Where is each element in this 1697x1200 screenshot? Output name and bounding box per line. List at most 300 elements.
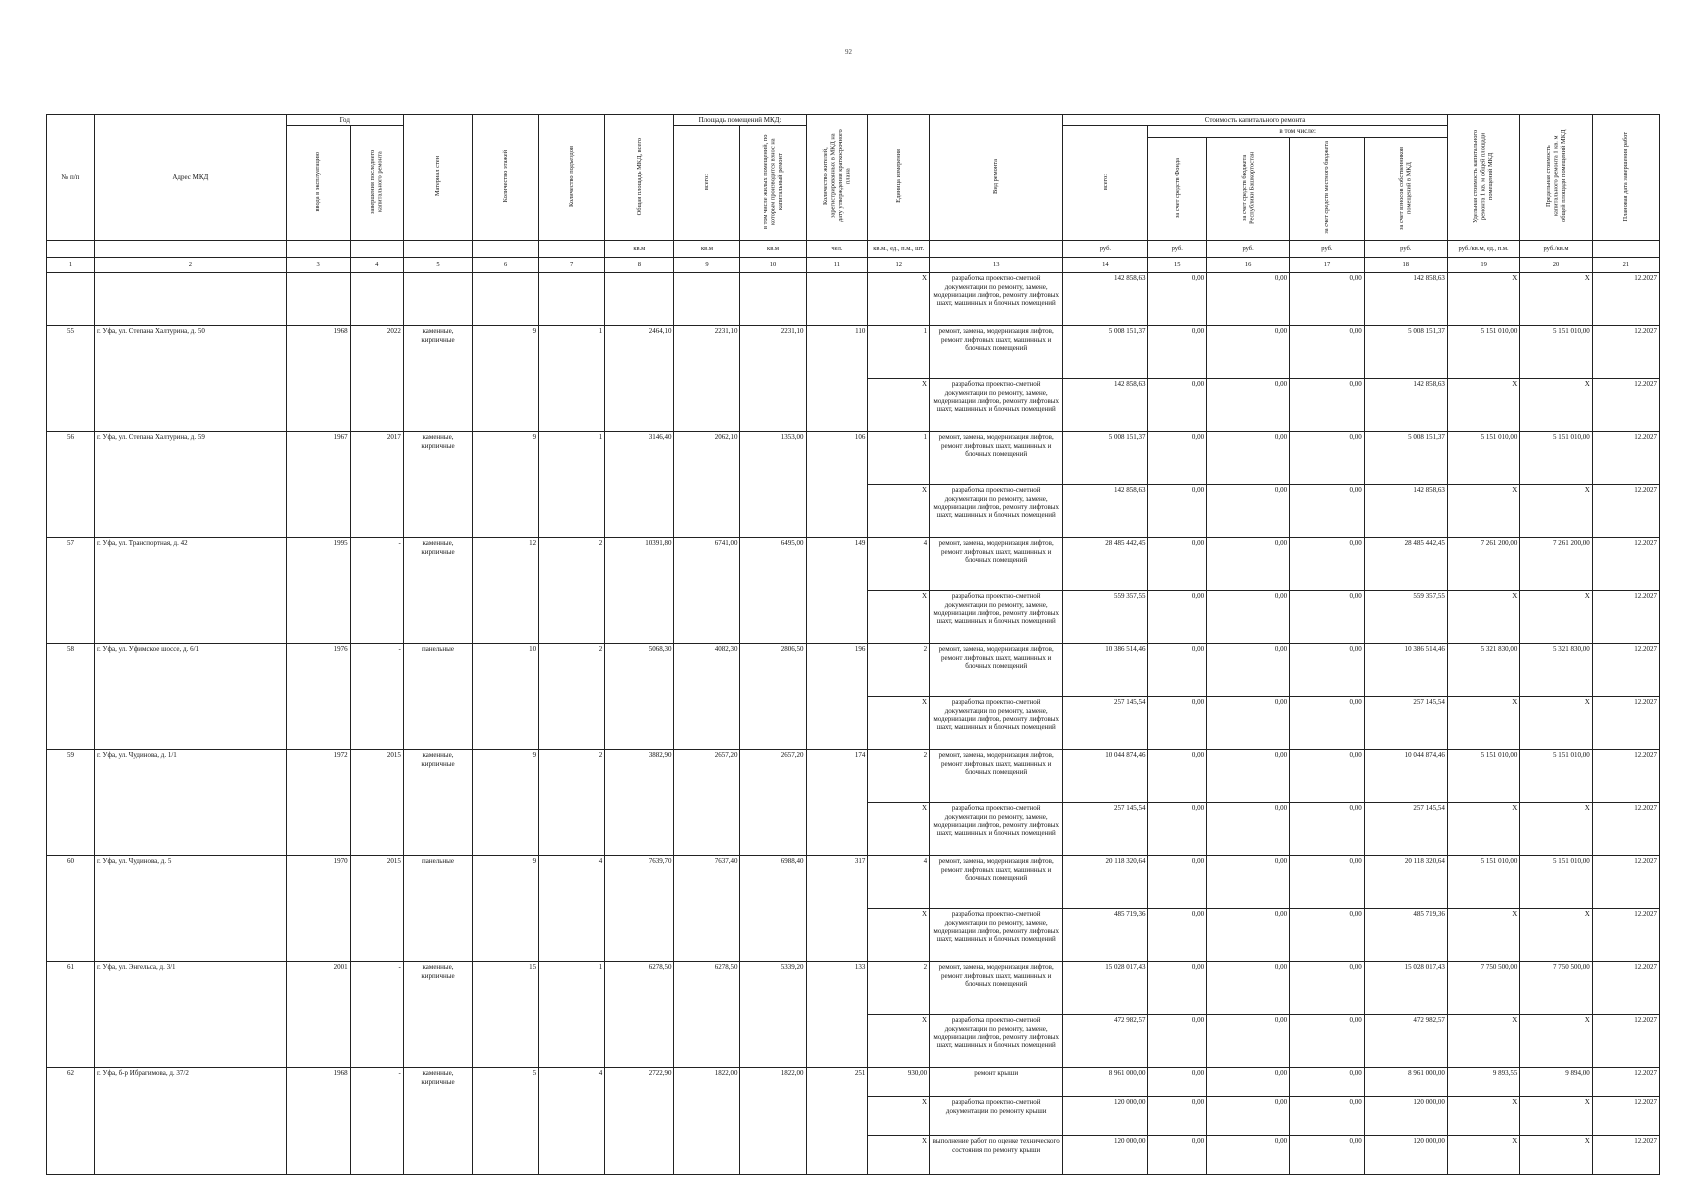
premises-total-cell: 6278,50	[674, 962, 740, 1068]
header-year-group: Год	[286, 115, 403, 126]
column-number-cell: 17	[1290, 258, 1365, 273]
max-cost-cell: 7 750 500,00	[1520, 962, 1592, 1015]
header-cost-total: всего:	[1063, 126, 1148, 241]
residents-cell: 110	[806, 326, 868, 432]
year-built-cell: 1976	[286, 644, 350, 750]
deadline-cell: 12.2027	[1592, 1097, 1659, 1136]
deadline-cell: 12.2027	[1592, 273, 1659, 326]
cost-local-cell: 0,00	[1290, 591, 1365, 644]
max-cost-cell: X	[1520, 1097, 1592, 1136]
year-built-cell: 1968	[286, 326, 350, 432]
year-repair-cell: 2015	[350, 750, 403, 856]
wall-material-cell: каменные, кирпичные	[403, 962, 472, 1068]
deadline-cell: 12.2027	[1592, 1136, 1659, 1175]
cost-fund-cell: 0,00	[1148, 1068, 1207, 1097]
cost-local-cell: 0,00	[1290, 962, 1365, 1015]
empty-cell	[539, 273, 605, 326]
unit-cell: руб./кв.м	[1520, 241, 1592, 258]
unit-value-cell: 1	[868, 432, 930, 485]
row-number-cell: 57	[47, 538, 95, 644]
premises-repair-cell: 1353,00	[740, 432, 806, 538]
wall-material-cell: каменные, кирпичные	[403, 432, 472, 538]
total-area-cell: 7639,70	[605, 856, 674, 962]
entrances-cell: 2	[539, 750, 605, 856]
cost-total-cell: 20 118 320,64	[1063, 856, 1148, 909]
work-type-cell: ремонт, замена, модернизация лифтов, ремонт лифтовых шахт, машинных и блочных помещений	[930, 962, 1063, 1015]
cost-local-cell: 0,00	[1290, 1068, 1365, 1097]
unit-cost-cell: 5 151 010,00	[1447, 750, 1519, 803]
deadline-cell: 12.2027	[1592, 538, 1659, 591]
unit-cost-cell: X	[1447, 485, 1519, 538]
row-number-cell: 58	[47, 644, 95, 750]
work-type-cell: ремонт, замена, модернизация лифтов, ремонт лифтовых шахт, машинных и блочных помещений	[930, 538, 1063, 591]
cost-republic-cell: 0,00	[1207, 909, 1290, 962]
table-row	[47, 644, 1660, 697]
year-built-cell: 2001	[286, 962, 350, 1068]
cost-owners-cell: 485 719,36	[1364, 909, 1447, 962]
max-cost-cell: 5 151 010,00	[1520, 856, 1592, 909]
address-cell: г. Уфа, ул. Энгельса, д. 3/1	[94, 962, 286, 1068]
max-cost-cell: X	[1520, 909, 1592, 962]
unit-value-cell: X	[868, 485, 930, 538]
unit-cost-cell: 7 750 500,00	[1447, 962, 1519, 1015]
work-type-cell: разработка проектно-сметной документации по ремонту, замене, модернизации лифтов, ремонту лифтовых шахт, машинных и блочных помещений	[930, 909, 1063, 962]
cost-republic-cell: 0,00	[1207, 1068, 1290, 1097]
total-area-cell: 10391,80	[605, 538, 674, 644]
cost-total-cell: 15 028 017,43	[1063, 962, 1148, 1015]
premises-total-cell: 2657,20	[674, 750, 740, 856]
premises-total-cell: 2231,10	[674, 326, 740, 432]
column-number-cell: 20	[1520, 258, 1592, 273]
year-repair-cell: -	[350, 644, 403, 750]
entrances-cell: 4	[539, 856, 605, 962]
work-type-cell: разработка проектно-сметной документации по ремонту, замене, модернизации лифтов, ремонту лифтовых шахт, машинных и блочных помещений	[930, 803, 1063, 856]
header-cost-group: Стоимость капитального ремонта	[1063, 115, 1448, 126]
table-row	[47, 273, 1660, 326]
header-address: Адрес МКД	[94, 115, 286, 241]
unit-cell	[1592, 241, 1659, 258]
entrances-cell: 1	[539, 962, 605, 1068]
deadline-cell: 12.2027	[1592, 803, 1659, 856]
column-number-cell: 18	[1364, 258, 1447, 273]
cost-fund-cell: 0,00	[1148, 1136, 1207, 1175]
cost-owners-cell: 257 145,54	[1364, 803, 1447, 856]
unit-cell: кв.м	[674, 241, 740, 258]
cost-fund-cell: 0,00	[1148, 591, 1207, 644]
entrances-cell: 2	[539, 538, 605, 644]
unit-value-cell: X	[868, 1136, 930, 1175]
cost-republic-cell: 0,00	[1207, 697, 1290, 750]
deadline-cell: 12.2027	[1592, 962, 1659, 1015]
column-number-cell: 21	[1592, 258, 1659, 273]
unit-value-cell: X	[868, 591, 930, 644]
cost-fund-cell: 0,00	[1148, 379, 1207, 432]
premises-total-cell: 2062,10	[674, 432, 740, 538]
total-area-cell: 3882,90	[605, 750, 674, 856]
cost-total-cell: 257 145,54	[1063, 803, 1148, 856]
cost-total-cell: 8 961 000,00	[1063, 1068, 1148, 1097]
cost-fund-cell: 0,00	[1148, 326, 1207, 379]
residents-cell: 317	[806, 856, 868, 962]
entrances-cell: 4	[539, 1068, 605, 1175]
residents-cell: 106	[806, 432, 868, 538]
cost-fund-cell: 0,00	[1148, 432, 1207, 485]
cost-local-cell: 0,00	[1290, 644, 1365, 697]
deadline-cell: 12.2027	[1592, 1015, 1659, 1068]
cost-total-cell: 10 386 514,46	[1063, 644, 1148, 697]
table-body	[47, 273, 1660, 1175]
column-number-cell: 9	[674, 258, 740, 273]
unit-cost-cell: X	[1447, 803, 1519, 856]
floors-cell: 9	[473, 326, 539, 432]
floors-cell: 12	[473, 538, 539, 644]
address-cell: г. Уфа, ул. Чудинова, д. 1/1	[94, 750, 286, 856]
cost-local-cell: 0,00	[1290, 1136, 1365, 1175]
premises-repair-cell: 6988,40	[740, 856, 806, 962]
cost-republic-cell: 0,00	[1207, 432, 1290, 485]
header-max-cost: Предельная стоимость капитального ремонта 1 кв. м общей площади помещений МКД	[1520, 115, 1592, 241]
cost-owners-cell: 559 357,55	[1364, 591, 1447, 644]
cost-republic-cell: 0,00	[1207, 591, 1290, 644]
max-cost-cell: 7 261 200,00	[1520, 538, 1592, 591]
entrances-cell: 1	[539, 432, 605, 538]
table-row	[47, 1068, 1660, 1097]
cost-owners-cell: 142 858,63	[1364, 379, 1447, 432]
unit-cell: руб.	[1063, 241, 1148, 258]
header-wall-material: Материал стен	[403, 115, 472, 241]
wall-material-cell: панельные	[403, 644, 472, 750]
empty-cell	[806, 273, 868, 326]
work-type-cell: ремонт, замена, модернизация лифтов, ремонт лифтовых шахт, машинных и блочных помещений	[930, 432, 1063, 485]
unit-cost-cell: X	[1447, 697, 1519, 750]
year-repair-cell: -	[350, 962, 403, 1068]
header-total-area: Общая площадь МКД, всего	[605, 115, 674, 241]
cost-fund-cell: 0,00	[1148, 909, 1207, 962]
unit-cell	[286, 241, 350, 258]
cost-owners-cell: 142 858,63	[1364, 273, 1447, 326]
unit-cell	[403, 241, 472, 258]
header-cost-owners: за счет взносов собственников помещений в МКД	[1364, 137, 1447, 240]
wall-material-cell: каменные, кирпичные	[403, 538, 472, 644]
floors-cell: 9	[473, 750, 539, 856]
cost-total-cell: 142 858,63	[1063, 485, 1148, 538]
cost-local-cell: 0,00	[1290, 485, 1365, 538]
cost-republic-cell: 0,00	[1207, 856, 1290, 909]
unit-cell: руб./кв.м, ед., п.м.	[1447, 241, 1519, 258]
header-premises-repair: в том числе жилых помещений, по которым производится взнос на капитальный ремонт	[740, 126, 806, 241]
total-area-cell: 2464,10	[605, 326, 674, 432]
unit-value-cell: X	[868, 909, 930, 962]
deadline-cell: 12.2027	[1592, 326, 1659, 379]
empty-cell	[674, 273, 740, 326]
year-built-cell: 1970	[286, 856, 350, 962]
column-number-cell: 12	[868, 258, 930, 273]
cost-owners-cell: 5 008 151,37	[1364, 326, 1447, 379]
unit-cost-cell: X	[1447, 273, 1519, 326]
cost-local-cell: 0,00	[1290, 909, 1365, 962]
cost-owners-cell: 472 982,57	[1364, 1015, 1447, 1068]
unit-value-cell: 2	[868, 962, 930, 1015]
residents-cell: 174	[806, 750, 868, 856]
cost-total-cell: 142 858,63	[1063, 273, 1148, 326]
deadline-cell: 12.2027	[1592, 909, 1659, 962]
cost-owners-cell: 28 485 442,45	[1364, 538, 1447, 591]
column-number-cell: 19	[1447, 258, 1519, 273]
header-cost-republic: за счет средств бюджета Республики Башкортостан	[1207, 137, 1290, 240]
cost-fund-cell: 0,00	[1148, 273, 1207, 326]
table-row	[47, 538, 1660, 591]
header-unit-cost: Удельная стоимость капитального ремонта 1 кв. м общей площади помещений МКД	[1447, 115, 1519, 241]
cost-owners-cell: 15 028 017,43	[1364, 962, 1447, 1015]
row-number-cell: 55	[47, 326, 95, 432]
cost-fund-cell: 0,00	[1148, 697, 1207, 750]
cost-total-cell: 142 858,63	[1063, 379, 1148, 432]
premises-total-cell: 7637,40	[674, 856, 740, 962]
year-repair-cell: -	[350, 1068, 403, 1175]
column-number-cell: 8	[605, 258, 674, 273]
cost-total-cell: 28 485 442,45	[1063, 538, 1148, 591]
cost-republic-cell: 0,00	[1207, 644, 1290, 697]
empty-cell	[94, 273, 286, 326]
cost-local-cell: 0,00	[1290, 1015, 1365, 1068]
year-repair-cell: 2022	[350, 326, 403, 432]
table-row	[47, 326, 1660, 379]
work-type-cell: ремонт, замена, модернизация лифтов, ремонт лифтовых шахт, машинных и блочных помещений	[930, 750, 1063, 803]
row-number-cell: 62	[47, 1068, 95, 1175]
header-entrances: Количество подъездов	[539, 115, 605, 241]
cost-owners-cell: 120 000,00	[1364, 1136, 1447, 1175]
column-number-cell: 7	[539, 258, 605, 273]
total-area-cell: 2722,90	[605, 1068, 674, 1175]
cost-total-cell: 485 719,36	[1063, 909, 1148, 962]
unit-cost-cell: X	[1447, 1097, 1519, 1136]
work-type-cell: ремонт, замена, модернизация лифтов, ремонт лифтовых шахт, машинных и блочных помещений	[930, 856, 1063, 909]
unit-cell: кв.м., ед., п.м., шт.	[868, 241, 930, 258]
max-cost-cell: X	[1520, 379, 1592, 432]
residents-cell: 251	[806, 1068, 868, 1175]
cost-local-cell: 0,00	[1290, 326, 1365, 379]
work-type-cell: разработка проектно-сметной документации по ремонту, замене, модернизации лифтов, ремонту лифтовых шахт, машинных и блочных помещений	[930, 697, 1063, 750]
cost-total-cell: 120 000,00	[1063, 1136, 1148, 1175]
year-built-cell: 1995	[286, 538, 350, 644]
max-cost-cell: X	[1520, 591, 1592, 644]
cost-republic-cell: 0,00	[1207, 962, 1290, 1015]
table-row	[47, 750, 1660, 803]
premises-repair-cell: 6495,00	[740, 538, 806, 644]
cost-total-cell: 257 145,54	[1063, 697, 1148, 750]
max-cost-cell: 5 151 010,00	[1520, 750, 1592, 803]
total-area-cell: 6278,50	[605, 962, 674, 1068]
cost-local-cell: 0,00	[1290, 697, 1365, 750]
unit-cell: руб.	[1148, 241, 1207, 258]
column-number-cell: 6	[473, 258, 539, 273]
unit-cell	[47, 241, 95, 258]
row-number-cell: 60	[47, 856, 95, 962]
wall-material-cell: каменные, кирпичные	[403, 326, 472, 432]
cost-local-cell: 0,00	[1290, 432, 1365, 485]
unit-value-cell: X	[868, 1015, 930, 1068]
cost-republic-cell: 0,00	[1207, 803, 1290, 856]
column-number-cell: 4	[350, 258, 403, 273]
column-number-cell: 1	[47, 258, 95, 273]
capital-repair-plan-sheet	[46, 114, 1660, 1175]
cost-owners-cell: 142 858,63	[1364, 485, 1447, 538]
work-type-cell: ремонт крыши	[930, 1068, 1063, 1097]
unit-value-cell: 2	[868, 750, 930, 803]
unit-value-cell: X	[868, 803, 930, 856]
row-number-cell: 59	[47, 750, 95, 856]
column-number-cell: 3	[286, 258, 350, 273]
cost-total-cell: 5 008 151,37	[1063, 432, 1148, 485]
unit-cell	[473, 241, 539, 258]
empty-cell	[605, 273, 674, 326]
empty-cell	[473, 273, 539, 326]
work-type-cell: разработка проектно-сметной документации по ремонту, замене, модернизации лифтов, ремонту лифтовых шахт, машинных и блочных помещений	[930, 591, 1063, 644]
premises-total-cell: 6741,00	[674, 538, 740, 644]
cost-republic-cell: 0,00	[1207, 273, 1290, 326]
premises-total-cell: 4082,30	[674, 644, 740, 750]
column-number-cell: 15	[1148, 258, 1207, 273]
cost-total-cell: 120 000,00	[1063, 1097, 1148, 1136]
cost-owners-cell: 10 386 514,46	[1364, 644, 1447, 697]
total-area-cell: 3146,40	[605, 432, 674, 538]
column-number-cell: 5	[403, 258, 472, 273]
cost-republic-cell: 0,00	[1207, 326, 1290, 379]
deadline-cell: 12.2027	[1592, 750, 1659, 803]
cost-total-cell: 10 044 874,46	[1063, 750, 1148, 803]
work-type-cell: разработка проектно-сметной документации по ремонту, замене, модернизации лифтов, ремонту лифтовых шахт, машинных и блочных помещений	[930, 485, 1063, 538]
wall-material-cell: панельные	[403, 856, 472, 962]
unit-cost-cell: X	[1447, 379, 1519, 432]
deadline-cell: 12.2027	[1592, 485, 1659, 538]
max-cost-cell: X	[1520, 485, 1592, 538]
cost-fund-cell: 0,00	[1148, 856, 1207, 909]
cost-owners-cell: 20 118 320,64	[1364, 856, 1447, 909]
work-type-cell: ремонт, замена, модернизация лифтов, ремонт лифтовых шахт, машинных и блочных помещений	[930, 326, 1063, 379]
cost-local-cell: 0,00	[1290, 1097, 1365, 1136]
column-number-cell: 14	[1063, 258, 1148, 273]
header-work-type: Вид ремонта	[930, 115, 1063, 241]
deadline-cell: 12.2027	[1592, 379, 1659, 432]
floors-cell: 15	[473, 962, 539, 1068]
unit-value-cell: X	[868, 697, 930, 750]
header-floors: Количество этажей	[473, 115, 539, 241]
floors-cell: 9	[473, 432, 539, 538]
header-premises-total: всего:	[674, 126, 740, 241]
cost-total-cell: 472 982,57	[1063, 1015, 1148, 1068]
row-number-cell: 56	[47, 432, 95, 538]
unit-cell	[930, 241, 1063, 258]
max-cost-cell: 9 894,00	[1520, 1068, 1592, 1097]
table-row	[47, 962, 1660, 1015]
cost-owners-cell: 8 961 000,00	[1364, 1068, 1447, 1097]
cost-fund-cell: 0,00	[1148, 538, 1207, 591]
year-repair-cell: 2015	[350, 856, 403, 962]
cost-owners-cell: 5 008 151,37	[1364, 432, 1447, 485]
max-cost-cell: X	[1520, 273, 1592, 326]
floors-cell: 9	[473, 856, 539, 962]
header-incl: в том числе:	[1148, 126, 1447, 137]
cost-republic-cell: 0,00	[1207, 1097, 1290, 1136]
header-residents: Количество жителей, зарегистрированных в МКД на дату утверждения краткосрочного плана	[806, 115, 868, 241]
max-cost-cell: X	[1520, 697, 1592, 750]
deadline-cell: 12.2027	[1592, 856, 1659, 909]
cost-republic-cell: 0,00	[1207, 1015, 1290, 1068]
empty-cell	[286, 273, 350, 326]
cost-local-cell: 0,00	[1290, 856, 1365, 909]
cost-local-cell: 0,00	[1290, 379, 1365, 432]
cost-fund-cell: 0,00	[1148, 1015, 1207, 1068]
column-number-cell: 13	[930, 258, 1063, 273]
year-built-cell: 1967	[286, 432, 350, 538]
unit-cell	[539, 241, 605, 258]
cost-republic-cell: 0,00	[1207, 379, 1290, 432]
address-cell: г. Уфа, ул. Чудинова, д. 5	[94, 856, 286, 962]
work-type-cell: выполнение работ по оценке технического состояния по ремонту крыши	[930, 1136, 1063, 1175]
unit-cost-cell: 9 893,55	[1447, 1068, 1519, 1097]
total-area-cell: 5068,30	[605, 644, 674, 750]
deadline-cell: 12.2027	[1592, 644, 1659, 697]
cost-local-cell: 0,00	[1290, 750, 1365, 803]
cost-owners-cell: 120 000,00	[1364, 1097, 1447, 1136]
unit-value-cell: X	[868, 273, 930, 326]
cost-fund-cell: 0,00	[1148, 644, 1207, 697]
year-repair-cell: -	[350, 538, 403, 644]
row-number-cell: 61	[47, 962, 95, 1068]
unit-cost-cell: X	[1447, 1136, 1519, 1175]
max-cost-cell: 5 321 830,00	[1520, 644, 1592, 697]
max-cost-cell: 5 151 010,00	[1520, 432, 1592, 485]
table-row	[47, 856, 1660, 909]
unit-value-cell: 930,00	[868, 1068, 930, 1097]
work-type-cell: ремонт, замена, модернизация лифтов, ремонт лифтовых шахт, машинных и блочных помещений	[930, 644, 1063, 697]
table-header	[47, 115, 1660, 273]
column-number-cell: 11	[806, 258, 868, 273]
premises-repair-cell: 1822,00	[740, 1068, 806, 1175]
address-cell: г. Уфа, ул. Транспортная, д. 42	[94, 538, 286, 644]
repair-plan-table	[46, 114, 1660, 1175]
cost-fund-cell: 0,00	[1148, 485, 1207, 538]
empty-cell	[403, 273, 472, 326]
entrances-cell: 2	[539, 644, 605, 750]
header-year-commission: ввода в эксплуатацию	[286, 126, 350, 241]
work-type-cell: разработка проектно-сметной документации по ремонту крыши	[930, 1097, 1063, 1136]
unit-cell: руб.	[1290, 241, 1365, 258]
residents-cell: 149	[806, 538, 868, 644]
premises-repair-cell: 2806,50	[740, 644, 806, 750]
unit-cost-cell: 5 151 010,00	[1447, 326, 1519, 379]
work-type-cell: разработка проектно-сметной документации по ремонту, замене, модернизации лифтов, ремонту лифтовых шахт, машинных и блочных помещений	[930, 379, 1063, 432]
unit-cost-cell: X	[1447, 591, 1519, 644]
unit-cell	[350, 241, 403, 258]
year-repair-cell: 2017	[350, 432, 403, 538]
max-cost-cell: 5 151 010,00	[1520, 326, 1592, 379]
max-cost-cell: X	[1520, 803, 1592, 856]
unit-cell: кв.м	[740, 241, 806, 258]
unit-cost-cell: 5 151 010,00	[1447, 856, 1519, 909]
max-cost-cell: X	[1520, 1136, 1592, 1175]
cost-owners-cell: 10 044 874,46	[1364, 750, 1447, 803]
wall-material-cell: каменные, кирпичные	[403, 750, 472, 856]
unit-cost-cell: X	[1447, 909, 1519, 962]
premises-total-cell: 1822,00	[674, 1068, 740, 1175]
floors-cell: 5	[473, 1068, 539, 1175]
cost-fund-cell: 0,00	[1148, 803, 1207, 856]
cost-local-cell: 0,00	[1290, 273, 1365, 326]
header-premises-group: Площадь помещений МКД:	[674, 115, 806, 126]
deadline-cell: 12.2027	[1592, 697, 1659, 750]
unit-value-cell: 4	[868, 856, 930, 909]
